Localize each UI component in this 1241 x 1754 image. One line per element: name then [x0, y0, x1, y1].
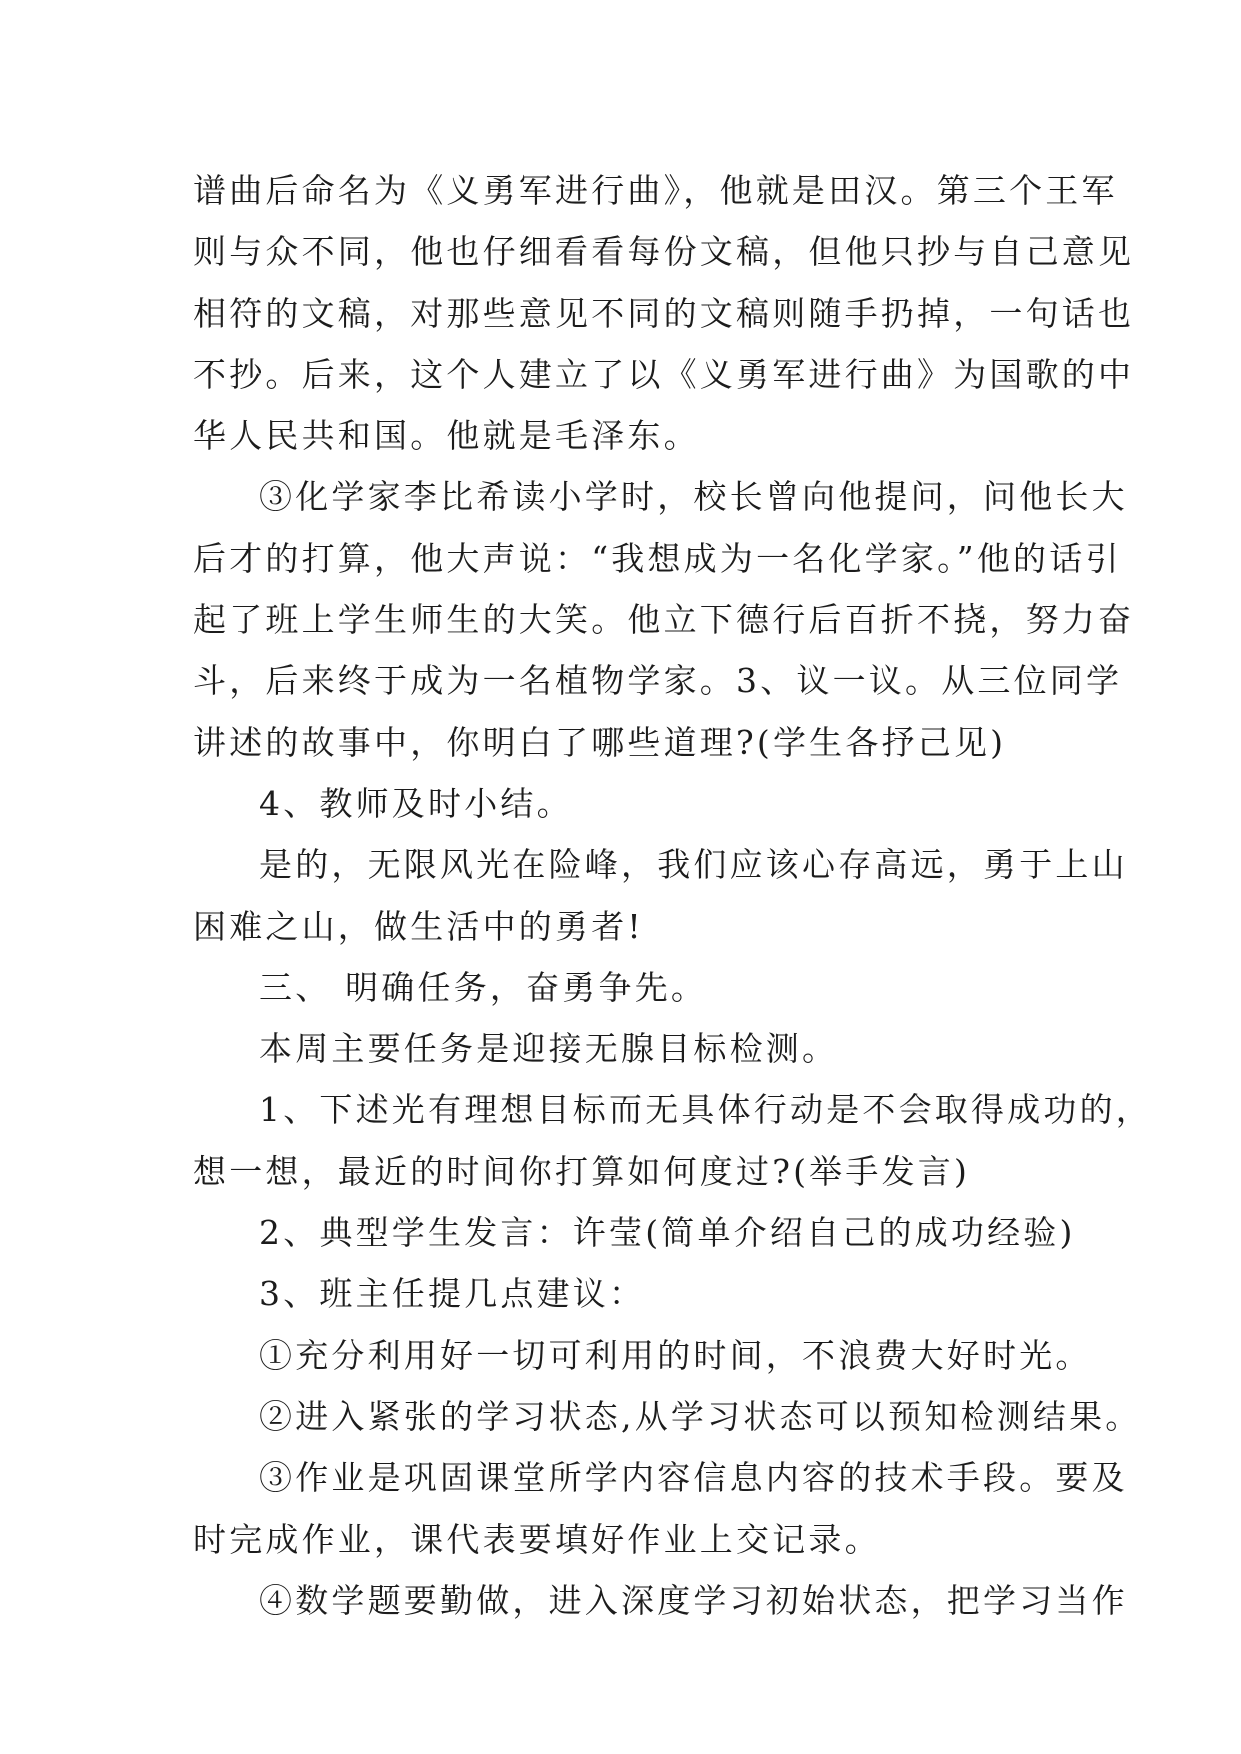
text-line: 起了班上学生师生的大笑。他立下德行后百折不挠，努力奋 — [193, 600, 1135, 640]
text-line: 1、下述光有理想目标而无具体行动是不会取得成功的， — [259, 1090, 1152, 1130]
paragraph — [193, 1570, 1128, 1631]
paragraph — [193, 1202, 1076, 1263]
text-line: 谱曲后命名为《义勇军进行曲》，他就是田汉。第三个王军 — [193, 171, 1118, 210]
paragraph — [193, 466, 1135, 772]
text-line: 则与众不同，他也仔细看看每份文稿，但他只抄与自己意见 — [193, 232, 1135, 272]
paragraph — [193, 1386, 1142, 1447]
text-line: 2、典型学生发言：许莹(简单介绍自己的成功经验) — [259, 1213, 1076, 1253]
text-line: 后才的打算，他大声说：“我想成为一名化学家。”他的话引 — [193, 538, 1122, 578]
text-line: 困难之山，做生活中的勇者! — [193, 906, 644, 946]
text-line: ③化学家李比希读小学时，校长曾向他提问，问他长大 — [259, 477, 1128, 517]
text-line: ①充分利用好一切可利用的时间，不浪费大好时光。 — [259, 1335, 1092, 1375]
text-line: 是的，无限风光在险峰，我们应该心存高远，勇于上山 — [259, 845, 1128, 885]
text-line: ③作业是巩固课堂所学内容信息内容的技术手段。要及 — [259, 1458, 1128, 1498]
paragraph — [193, 1018, 1073, 1079]
text-line: 时完成作业，课代表要填好作业上交记录。 — [193, 1519, 881, 1559]
text-line: 不抄。后来，这个人建立了以《义勇军进行曲》为国歌的中 — [193, 354, 1135, 394]
text-line: 想一想，最近的时间你打算如何度过?(举手发言) — [193, 1151, 971, 1191]
paragraph — [193, 773, 1073, 834]
paragraph — [193, 1263, 1073, 1324]
text-line: 三、 明确任务，奋勇争先。 — [259, 967, 708, 1007]
document-body — [193, 160, 1152, 1631]
text-line: 3、班主任提几点建议： — [259, 1274, 646, 1314]
paragraph — [193, 1325, 1092, 1386]
paragraph — [193, 1079, 1152, 1202]
paragraph — [193, 834, 1128, 957]
text-line: 本周主要任务是迎接无腺目标检测。 — [259, 1029, 839, 1069]
text-line: ②进入紧张的学习状态,从学习状态可以预知检测结果。 — [259, 1396, 1142, 1436]
paragraph — [193, 160, 1135, 466]
text-line: 4、教师及时小结。 — [259, 783, 573, 823]
text-line: 相符的文稿，对那些意见不同的文稿则随手扔掉，一句话也 — [193, 293, 1135, 333]
text-line: 华人民共和国。他就是毛泽东。 — [193, 416, 700, 456]
paragraph — [193, 957, 1073, 1018]
text-line: 讲述的故事中，你明白了哪些道理?(学生各抒己见) — [193, 722, 1007, 762]
paragraph — [193, 1447, 1128, 1570]
text-line: ④数学题要勤做，进入深度学习初始状态，把学习当作 — [259, 1580, 1128, 1620]
text-line: 斗，后来终于成为一名植物学家。3、议一议。从三位同学 — [193, 661, 1123, 701]
